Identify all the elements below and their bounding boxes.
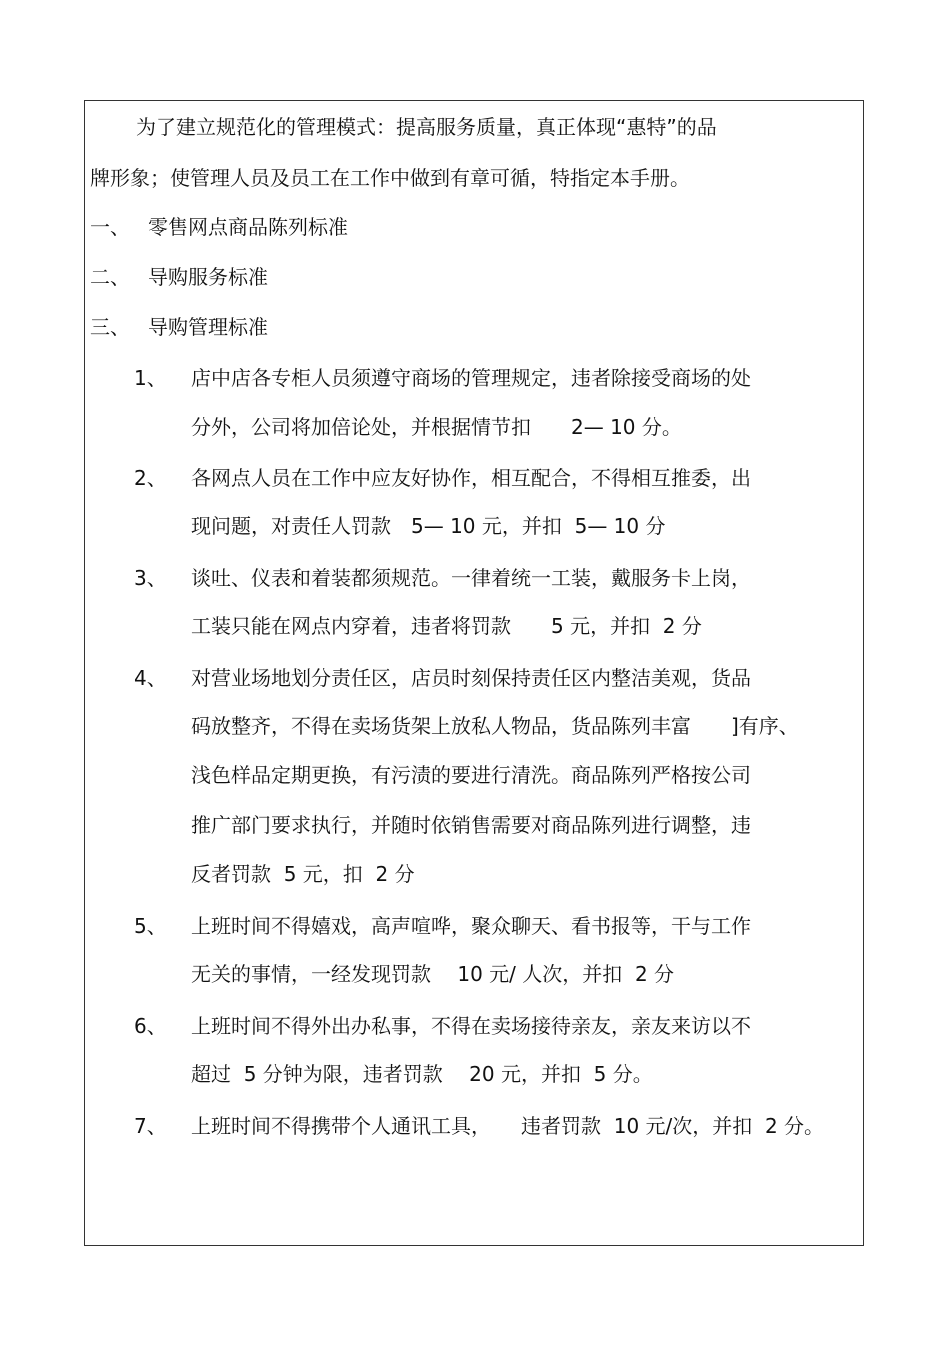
rule-line: 推广部门要求执行，并随时依销售需要对商品陈列进行调整，违 xyxy=(191,813,751,837)
rule-line: 浅色样品定期更换，有污渍的要进行清洗。商品陈列严格按公司 xyxy=(191,763,751,787)
section-number: 一、 xyxy=(90,215,130,239)
section-number: 三、 xyxy=(90,315,130,339)
intro-line-1: 为了建立规范化的管理模式：提高服务质量，真正体现“惠特”的品 xyxy=(136,115,717,139)
section-title: 导购服务标准 xyxy=(148,265,268,289)
rule-number: 7、 xyxy=(134,1114,167,1138)
rule-line: 分外，公司将加倍论处，并根据情节扣 2— 10 分。 xyxy=(191,415,682,439)
rule-line: 现问题，对责任人罚款 5— 10 元，并扣 5— 10 分 xyxy=(191,514,666,538)
section-title: 零售网点商品陈列标准 xyxy=(148,215,348,239)
rule-number: 1、 xyxy=(134,366,167,390)
intro-line-2: 牌形象；使管理人员及员工在工作中做到有章可循，特指定本手册。 xyxy=(90,166,690,190)
rule-number: 3、 xyxy=(134,566,167,590)
rule-line: 上班时间不得外出办私事，不得在卖场接待亲友，亲友来访以不 xyxy=(191,1014,751,1038)
rule-line: 无关的事情，一经发现罚款 10 元/ 人次，并扣 2 分 xyxy=(191,962,675,986)
rule-number: 6、 xyxy=(134,1014,167,1038)
rule-line: 谈吐、仪表和着装都须规范。一律着统一工装，戴服务卡上岗， xyxy=(191,566,751,590)
rule-line: 反者罚款 5 元，扣 2 分 xyxy=(191,862,415,886)
rule-line: 对营业场地划分责任区，店员时刻保持责任区内整洁美观，货品 xyxy=(191,666,751,690)
rule-line: 店中店各专柜人员须遵守商场的管理规定，违者除接受商场的处 xyxy=(191,366,751,390)
rule-line: 超过 5 分钟为限，违者罚款 20 元，并扣 5 分。 xyxy=(191,1062,653,1086)
section-number: 二、 xyxy=(90,265,130,289)
rule-line: 各网点人员在工作中应友好协作，相互配合，不得相互推委，出 xyxy=(191,466,751,490)
rule-number: 5、 xyxy=(134,914,167,938)
rule-line: 上班时间不得携带个人通讯工具， 违者罚款 10 元/次，并扣 2 分。 xyxy=(191,1114,825,1138)
rule-line: 工装只能在网点内穿着，违者将罚款 5 元，并扣 2 分 xyxy=(191,614,702,638)
rule-number: 2、 xyxy=(134,466,167,490)
rule-number: 4、 xyxy=(134,666,167,690)
section-title: 导购管理标准 xyxy=(148,315,268,339)
rule-line: 上班时间不得嬉戏，高声喧哗，聚众聊天、看书报等，干与工作 xyxy=(191,914,751,938)
rule-line: 码放整齐，不得在卖场货架上放私人物品，货品陈列丰富 ]有序、 xyxy=(191,714,799,738)
